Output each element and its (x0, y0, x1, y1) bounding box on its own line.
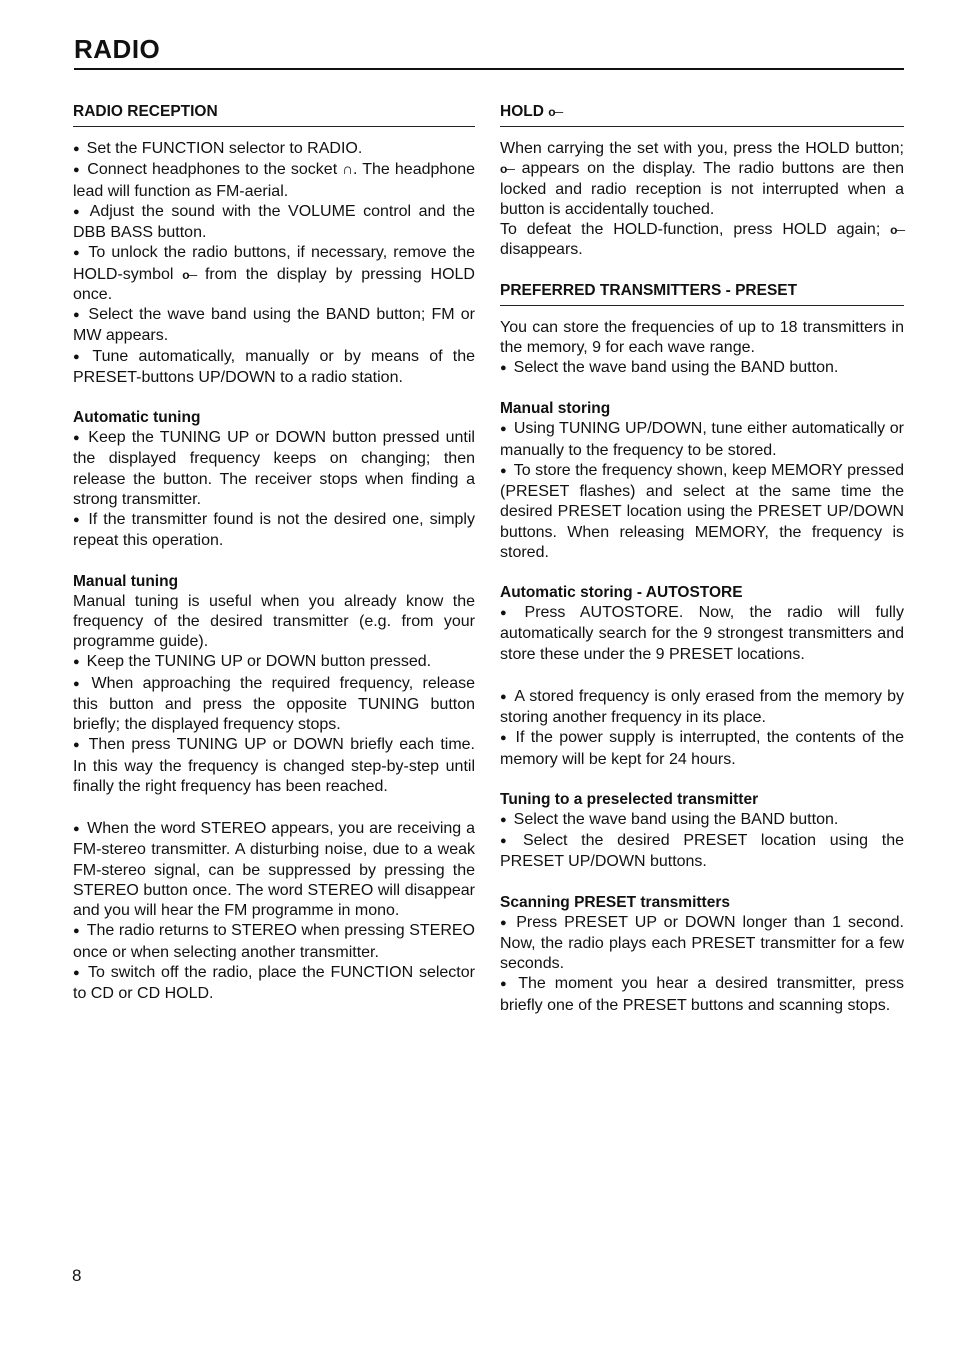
manual-storing-step: ● Using TUNING UP/DOWN, tune either automatically or manually to the frequency to be stored. (500, 419, 904, 461)
subheading-preselected: Tuning to a preselected transmitter (500, 790, 759, 808)
preset-step: ● Select the wave band using the BAND button. (500, 358, 904, 379)
headphone-icon: ∩ (342, 161, 354, 179)
scanning-step: ● The moment you hear a desired transmitter, press briefly one of the PRESET buttons and scanning stops. (500, 974, 904, 1016)
key-icon: o─ (182, 267, 197, 282)
subheading-autostore: Automatic storing - AUTOSTORE (500, 584, 743, 601)
instruction-unlock: ● To unlock the radio buttons, if necessary, remove the HOLD-symbol o─ from the display by pressing HOLD once. (73, 243, 475, 305)
memory-note: ● A stored frequency is only erased from the memory by storing another frequency in its place. (500, 687, 904, 729)
page-header (74, 34, 904, 70)
left-column (73, 102, 475, 1004)
title-rule (74, 68, 904, 70)
preselected-step: ● Select the wave band using the BAND button. (500, 810, 904, 831)
manual-tuning-step: ● Keep the TUNING UP or DOWN button pressed. (73, 652, 475, 673)
subheading-automatic-tuning: Automatic tuning (73, 409, 201, 426)
preselected-step: ● Select the desired PRESET location using the PRESET UP/DOWN buttons. (500, 831, 904, 873)
instruction-headphones: ● Connect headphones to the socket ∩. The headphone lead will function as FM-aerial. (73, 160, 475, 202)
manual-storing-step: ● To store the frequency shown, keep MEMORY pressed (PRESET flashes) and select at the same time the desired PRESET location using the PRESET UP/DOWN buttons. When releasing MEMORY, the frequency is stored. (500, 461, 904, 563)
preset-intro: You can store the frequencies of up to 18 transmitters in the memory, 9 for each wave range. (500, 318, 904, 356)
section-title-preset: PREFERRED TRANSMITTERS - PRESET (500, 281, 904, 306)
stereo-note: ● The radio returns to STEREO when pressing STEREO once or when selecting another transmitter. (73, 921, 475, 963)
manual-tuning-step: ● When approaching the required frequency, release this button and press the opposite TUNING button briefly; the displayed frequency stops. (73, 674, 475, 736)
instruction-volume: ● Adjust the sound with the VOLUME control and the DBB BASS button. (73, 202, 475, 244)
manual-tuning-intro: Manual tuning is useful when you already know the frequency of the desired transmitter (e.g. from your programme guide). (73, 592, 475, 650)
instruction-function-selector: ● Set the FUNCTION selector to RADIO. (73, 139, 475, 160)
autostore-step: ● Press AUTOSTORE. Now, the radio will fully automatically search for the 9 strongest transmitters and store these under the 9 PRESET locations. (500, 603, 904, 665)
automatic-tuning-step: ● Keep the TUNING UP or DOWN button pressed until the displayed frequency keeps on changing; then release the button. The receiver stops when finding a strong transmitter. (73, 428, 475, 510)
section-title-hold: HOLD o─ (500, 102, 904, 127)
page-title: RADIO (74, 34, 161, 64)
scanning-step: ● Press PRESET UP or DOWN longer than 1 second. Now, the radio plays each PRESET transmitter for a few seconds. (500, 913, 904, 975)
subheading-manual-storing: Manual storing (500, 400, 611, 418)
automatic-tuning-step: ● If the transmitter found is not the desired one, simply repeat this operation. (73, 510, 475, 552)
subheading-manual-tuning: Manual tuning (73, 572, 179, 590)
subheading-scanning: Scanning PRESET transmitters (500, 893, 730, 911)
key-icon: o─ (890, 223, 904, 237)
manual-tuning-step: ● Then press TUNING UP or DOWN briefly each time. In this way the frequency is changed step-by-step until finally the right frequency has been reached. (73, 735, 475, 797)
key-icon: o─ (548, 105, 563, 119)
page-number: 8 (72, 1266, 82, 1285)
section-title-radio-reception: RADIO RECEPTION (73, 102, 475, 127)
key-icon: o─ (500, 162, 514, 177)
instruction-band: ● Select the wave band using the BAND button; FM or MW appears. (73, 305, 475, 347)
hold-description: When carrying the set with you, press the HOLD button; o─ appears on the display. The radio buttons are then locked and radio reception is not interrupted when a button is accidentally touched. (500, 140, 905, 218)
memory-note: ● If the power supply is interrupted, the contents of the memory will be kept for 24 hours. (500, 728, 904, 770)
instruction-tune: ● Tune automatically, manually or by means of the PRESET-buttons UP/DOWN to a radio station. (73, 347, 475, 389)
right-column (500, 102, 904, 1016)
stereo-note: ● When the word STEREO appears, you are receiving a FM-stereo transmitter. A disturbing noise, due to a weak FM-stereo signal, can be suppressed by pressing the STEREO button once. The word STEREO will disappear and you will hear the FM programme in mono. (73, 819, 475, 921)
hold-defeat: To defeat the HOLD-function, press HOLD again; o─ disappears. (500, 221, 904, 259)
switch-off-note: ● To switch off the radio, place the FUNCTION selector to CD or CD HOLD. (73, 963, 475, 1005)
